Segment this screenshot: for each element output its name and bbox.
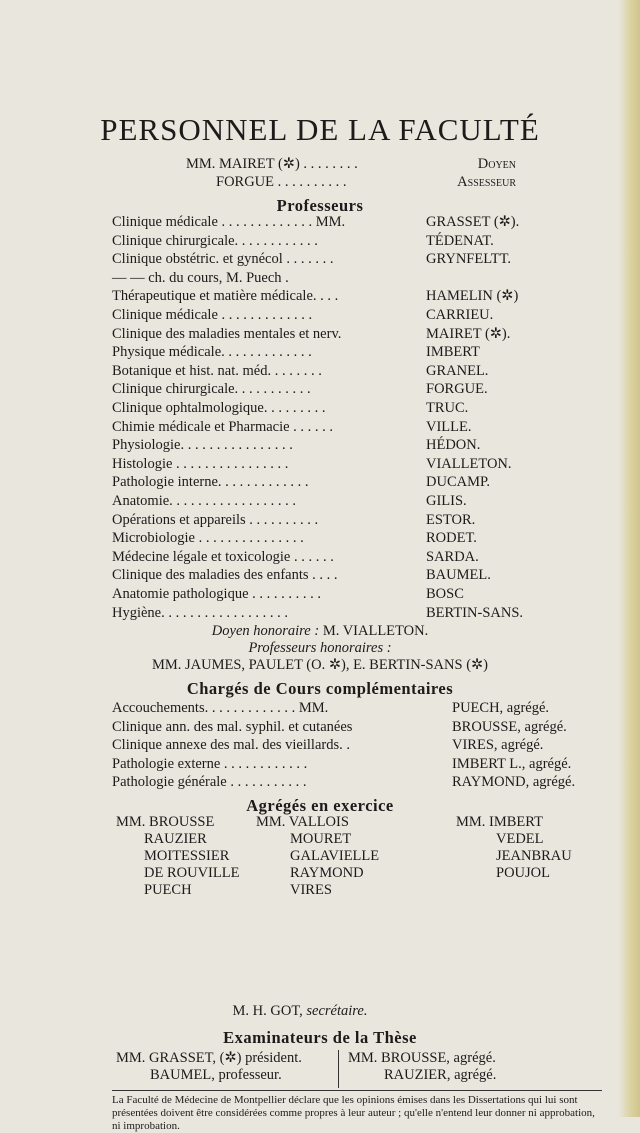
- chair-name: Clinique ophtalmologique. . . . . . . . .: [112, 400, 326, 416]
- professor-name: BAUMEL.: [426, 567, 491, 584]
- professeur-row: [112, 381, 598, 399]
- professor-name: HAMELIN (✲): [426, 288, 519, 305]
- course-name: Clinique annexe des mal. des vieillards. .: [112, 737, 350, 753]
- charge-row: [112, 774, 598, 792]
- examinateur-president: MM. GRASSET, (✲) président.: [116, 1050, 302, 1066]
- course-name: Pathologie externe . . . . . . . . . . . .: [112, 755, 308, 772]
- agrege-name: JEANBRAU: [496, 848, 572, 864]
- agrege-name: MM. IMBERT: [456, 814, 543, 830]
- agrege-name: RAYMOND: [290, 865, 364, 881]
- agreges-col-3: [456, 814, 572, 882]
- page-title: PERSONNEL DE LA FACULTÉ: [100, 112, 540, 147]
- chair-name: Chimie médicale et Pharmacie . . . . . .: [112, 418, 334, 435]
- professor-name: HÉDON.: [426, 437, 481, 454]
- chair-name: Physique médicale. . . . . . . . . . . . .: [112, 344, 312, 361]
- professeur-row: [112, 251, 598, 269]
- agrege-name: MOURET: [290, 831, 352, 847]
- agreges-col-1: [116, 814, 239, 899]
- chair-name: Histologie . . . . . . . . . . . . . . . .: [112, 455, 289, 472]
- professor-name: DUCAMP.: [426, 474, 491, 491]
- lecturer-name: RAYMOND, agrégé.: [452, 774, 576, 790]
- professor-name: TÉDENAT.: [426, 232, 494, 249]
- officer-role: Doyen: [477, 156, 516, 172]
- professeur-row: [112, 437, 598, 455]
- professor-name: MAIRET (✲).: [426, 325, 511, 342]
- examinateurs-heading: Examinateurs de la Thèse: [223, 1028, 417, 1047]
- agrege-name: RAUZIER: [144, 831, 207, 847]
- professor-name: VIALLETON.: [426, 455, 512, 472]
- footer-rule: [112, 1090, 602, 1091]
- secretaire-name: M. H. GOT,: [232, 1003, 303, 1019]
- chair-name: Clinique chirurgicale. . . . . . . . . . .: [112, 381, 311, 398]
- agrege-name: MOITESSIER: [144, 848, 230, 864]
- professor-name: SARDA.: [426, 548, 479, 565]
- charge-row: [112, 756, 598, 774]
- professor-name: ESTOR.: [426, 511, 476, 528]
- examinateur-agrege: MM. BROUSSE, agrégé.: [348, 1050, 496, 1066]
- lecturer-name: BROUSSE, agrégé.: [452, 718, 567, 735]
- agrege-name: VEDEL: [496, 831, 544, 847]
- charge-row: [112, 737, 598, 755]
- chair-name: Médecine légale et toxicologie . . . . . .: [112, 548, 334, 565]
- chair-name: Botanique et hist. nat. méd. . . . . . . .: [112, 362, 322, 379]
- agrege-name: MM. VALLOIS: [256, 814, 349, 830]
- chair-name: Microbiologie . . . . . . . . . . . . . . .: [112, 530, 304, 547]
- professeur-row: [112, 474, 598, 492]
- agrege-name: PUECH: [144, 882, 192, 898]
- professeur-row: [112, 586, 598, 604]
- chair-name: Anatomie pathologique . . . . . . . . . .: [112, 586, 322, 602]
- professeurs-heading: Professeurs: [276, 196, 364, 215]
- course-name: Accouchements. . . . . . . . . . . . . MM.: [112, 700, 329, 716]
- professeur-row: [112, 270, 598, 288]
- doyen-honoraire-label: Doyen honoraire :: [211, 623, 320, 639]
- professeurs-honoraires-names: MM. JAUMES, PAULET (O. ✲), E. BERTIN-SANS (✲): [152, 657, 488, 673]
- examinateur-agrege: RAUZIER, agrégé.: [384, 1067, 497, 1083]
- officer-role: Assesseur: [457, 174, 516, 190]
- professeur-row: [112, 456, 598, 474]
- professeur-row: [112, 530, 598, 548]
- professor-name: GRYNFELTT.: [426, 251, 511, 268]
- professor-name: GILIS.: [426, 493, 467, 509]
- lecturer-name: IMBERT L., agrégé.: [452, 755, 572, 772]
- charge-row: [112, 719, 598, 737]
- professor-name: GRASSET (✲).: [426, 214, 520, 230]
- chair-name: Clinique des maladies des enfants . . . .: [112, 567, 338, 584]
- agrege-name: DE ROUVILLE: [144, 865, 240, 881]
- professeur-row: [112, 288, 598, 306]
- course-name: Clinique ann. des mal. syphil. et cutanées: [112, 718, 353, 735]
- agreges-col-2: [256, 814, 379, 899]
- chair-name: Clinique médicale . . . . . . . . . . . . . MM.: [112, 214, 346, 230]
- professor-name: TRUC.: [426, 400, 469, 416]
- professor-name: BOSC: [426, 586, 464, 602]
- chair-name: Pathologie interne. . . . . . . . . . . . .: [112, 474, 309, 491]
- professeur-row: [112, 549, 598, 567]
- professeur-row: [112, 344, 598, 362]
- professor-name: VILLE.: [426, 418, 472, 435]
- chair-name: Thérapeutique et matière médicale. . . .: [112, 288, 339, 305]
- secretaire-line: [0, 1003, 620, 1020]
- chair-name: Opérations et appareils . . . . . . . . . .: [112, 511, 319, 528]
- column-divider: [338, 1050, 339, 1088]
- chair-name: Hygiène. . . . . . . . . . . . . . . . . .: [112, 604, 288, 621]
- lecturer-name: VIRES, agrégé.: [452, 737, 544, 753]
- professeur-row: [112, 214, 598, 232]
- chair-name: Clinique obstétric. et gynécol . . . . . . .: [112, 251, 334, 268]
- professeur-row: [112, 233, 598, 251]
- professeur-row: [112, 400, 598, 418]
- chair-name: — — ch. du cours, M. Puech .: [112, 269, 289, 286]
- agrege-name: POUJOL: [496, 865, 550, 881]
- professeur-row: [112, 567, 598, 585]
- agrege-name: VIRES: [290, 882, 332, 898]
- chair-name: Clinique médicale . . . . . . . . . . . . .: [112, 307, 313, 323]
- professeur-row: [112, 605, 598, 623]
- doyen-honoraire: [0, 623, 640, 640]
- officer-name: MM. MAIRET (✲) . . . . . . . .: [186, 156, 358, 172]
- professor-name: IMBERT: [426, 344, 480, 361]
- professeur-row: [112, 512, 598, 530]
- examinateur-professeur: BAUMEL, professeur.: [150, 1067, 282, 1083]
- chair-name: Physiologie. . . . . . . . . . . . . . . .: [112, 437, 293, 454]
- professor-name: FORGUE.: [426, 381, 488, 398]
- agreges-heading: Agrégés en exercice: [246, 796, 394, 815]
- officer-row-doyen: [186, 156, 516, 174]
- officer-row-assesseur: [216, 174, 516, 192]
- professeur-row: [112, 326, 598, 344]
- chair-name: Clinique des maladies mentales et nerv.: [112, 325, 342, 342]
- professor-name: GRANEL.: [426, 362, 489, 379]
- doyen-honoraire-name: M. VIALLETON.: [322, 623, 429, 639]
- professeurs-honoraires-label: Professeurs honoraires :: [248, 640, 392, 656]
- professor-name: RODET.: [426, 530, 477, 547]
- disclaimer-note: La Faculté de Médecine de Montpellier déclare que les opinions émises dans les Dissertations qui lui sont présentées doivent être considérées comme propres à leur auteur ; qu'elle n'entend leur donner ni approbation, ni improbation.: [112, 1094, 595, 1132]
- professeur-row: [112, 363, 598, 381]
- professeur-row: [112, 419, 598, 437]
- course-name: Pathologie générale . . . . . . . . . . .: [112, 774, 307, 790]
- page-edge-shading: [618, 0, 640, 1117]
- professor-name: CARRIEU.: [426, 307, 494, 323]
- agrege-name: MM. BROUSSE: [116, 814, 215, 830]
- agrege-name: GALAVIELLE: [290, 848, 380, 864]
- charges-heading: Chargés de Cours complémentaires: [186, 679, 454, 698]
- lecturer-name: PUECH, agrégé.: [452, 700, 550, 716]
- officer-name: FORGUE . . . . . . . . . .: [216, 174, 347, 190]
- charge-row: [112, 700, 598, 718]
- chair-name: Anatomie. . . . . . . . . . . . . . . . . .: [112, 493, 297, 509]
- examinateurs-left: [116, 1050, 302, 1084]
- examinateurs-right: [348, 1050, 496, 1084]
- professeur-row: [112, 493, 598, 511]
- professeur-row: [112, 307, 598, 325]
- chair-name: Clinique chirurgicale. . . . . . . . . . . .: [112, 232, 318, 249]
- secretaire-role: secrétaire.: [306, 1003, 368, 1019]
- professor-name: BERTIN-SANS.: [426, 604, 524, 621]
